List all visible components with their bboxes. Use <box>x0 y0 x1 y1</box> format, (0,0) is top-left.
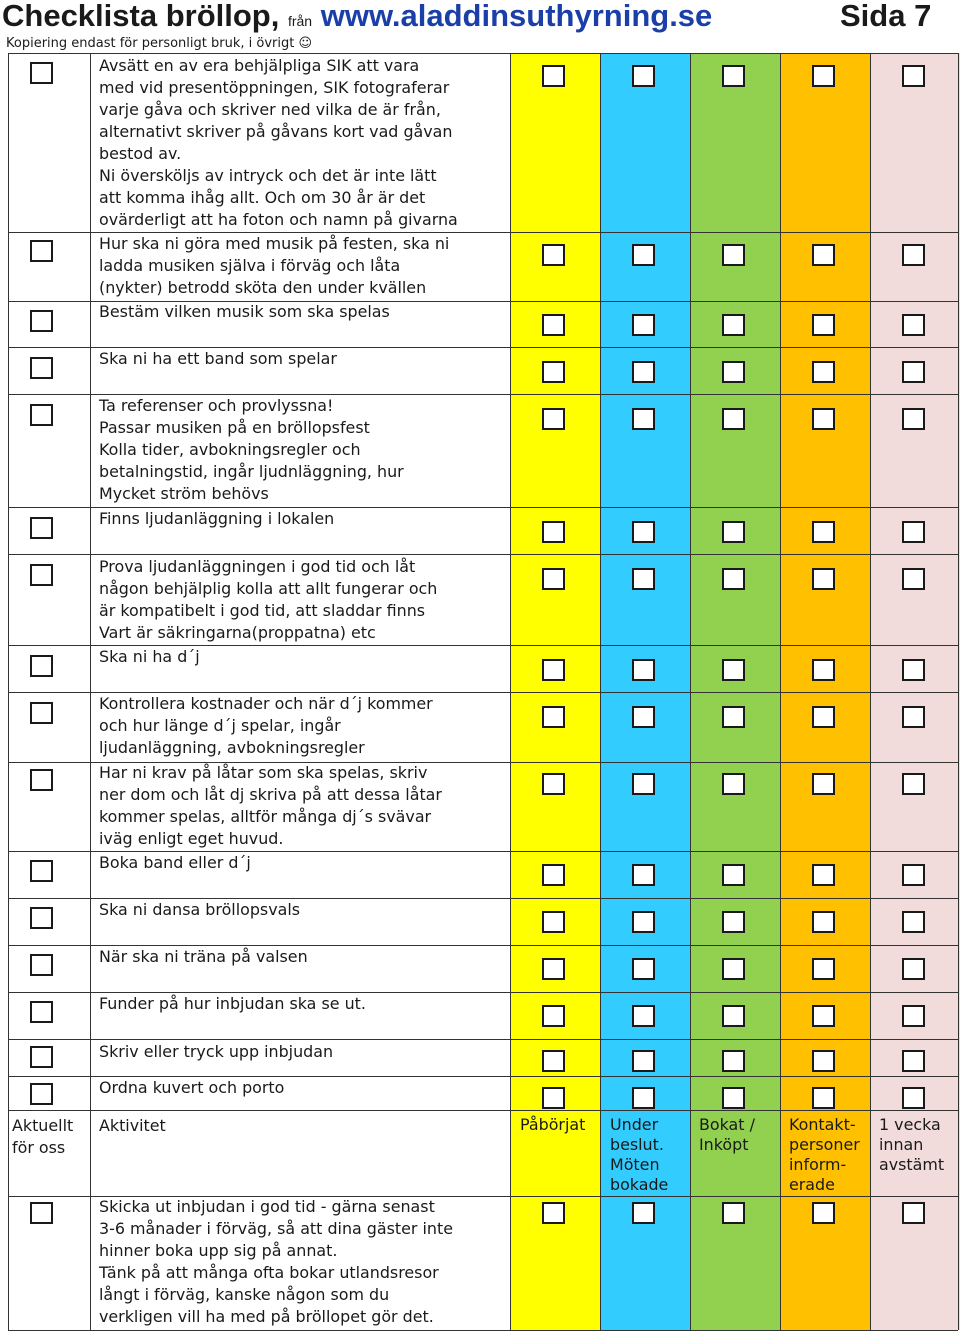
status-checkbox-en-vecka-innan[interactable] <box>902 361 925 383</box>
status-checkbox-kontaktpersoner-informerade[interactable] <box>812 958 835 980</box>
status-checkbox-en-vecka-innan[interactable] <box>902 864 925 886</box>
status-checkbox-pabörjat[interactable] <box>542 1005 565 1027</box>
aktuellt-checkbox[interactable] <box>30 404 53 426</box>
column-divider <box>90 53 91 1330</box>
aktuellt-checkbox[interactable] <box>30 357 53 379</box>
website-link[interactable]: www.aladdinsuthyrning.se <box>320 0 713 33</box>
status-checkbox-pabörjat[interactable] <box>542 1087 565 1109</box>
status-checkbox-en-vecka-innan[interactable] <box>902 773 925 795</box>
activity-text: Bestäm vilken musik som ska spelas <box>99 302 390 321</box>
aktuellt-checkbox[interactable] <box>30 655 53 677</box>
page-number: Sida 7 <box>840 0 932 33</box>
column-divider <box>510 53 511 1330</box>
status-checkbox-bokat-inkopt[interactable] <box>722 408 745 430</box>
row-divider <box>8 992 958 993</box>
column-divider <box>958 53 959 1330</box>
status-checkbox-kontaktpersoner-informerade[interactable] <box>812 361 835 383</box>
status-checkbox-en-vecka-innan[interactable] <box>902 958 925 980</box>
aktuellt-checkbox[interactable] <box>30 1083 53 1105</box>
activity-text: Avsätt en av era behjälpliga SIK att vara med vid presentöppningen, SIK fotograferar varje gåva och skriver ned vilka de är från, alternativt skriver på gåvans kort vad gåvan bestod av. Ni översköljs av intryck och det är inte lätt att komma ihåg allt. Och om 30 år är det ovärderligt att ha foton och namn på givarna <box>99 56 458 229</box>
activity-text: Skriv eller tryck upp inbjudan <box>99 1042 334 1061</box>
status-checkbox-pabörjat[interactable] <box>542 244 565 266</box>
status-checkbox-under-beslut[interactable] <box>632 773 655 795</box>
aktuellt-checkbox[interactable] <box>30 954 53 976</box>
row-divider <box>8 301 958 302</box>
status-checkbox-under-beslut[interactable] <box>632 521 655 543</box>
status-checkbox-under-beslut[interactable] <box>632 244 655 266</box>
status-checkbox-kontaktpersoner-informerade[interactable] <box>812 706 835 728</box>
status-checkbox-under-beslut[interactable] <box>632 361 655 383</box>
status-checkbox-en-vecka-innan[interactable] <box>902 1202 925 1224</box>
status-checkbox-en-vecka-innan[interactable] <box>902 659 925 681</box>
status-checkbox-bokat-inkopt[interactable] <box>722 659 745 681</box>
status-checkbox-pabörjat[interactable] <box>542 65 565 87</box>
status-checkbox-under-beslut[interactable] <box>632 958 655 980</box>
status-checkbox-en-vecka-innan[interactable] <box>902 408 925 430</box>
status-checkbox-kontaktpersoner-informerade[interactable] <box>812 65 835 87</box>
status-checkbox-bokat-inkopt[interactable] <box>722 911 745 933</box>
status-checkbox-under-beslut[interactable] <box>632 314 655 336</box>
aktuellt-checkbox[interactable] <box>30 860 53 882</box>
row-divider <box>8 507 958 508</box>
status-checkbox-en-vecka-innan[interactable] <box>902 706 925 728</box>
status-checkbox-under-beslut[interactable] <box>632 1202 655 1224</box>
activity-text: Prova ljudanläggningen i god tid och låt någon behjälplig kolla att allt fungerar och är kompatibelt i god tid, att sladdar finns Vart är säkringarna(proppatna) etc <box>99 557 438 642</box>
aktuellt-checkbox[interactable] <box>30 240 53 262</box>
activity-text: Ska ni dansa bröllopsvals <box>99 900 301 919</box>
status-checkbox-en-vecka-innan[interactable] <box>902 244 925 266</box>
column-header-aktuellt: Aktuellt för oss <box>12 1116 74 1157</box>
activity-text: Ta referenser och provlyssna! Passar musiken på en bröllopsfest Kolla tider, avbokningsregler och betalningstid, ingår ljudnläggning, hur Mycket ström behövs <box>99 396 404 503</box>
column-divider <box>780 53 781 1330</box>
aktuellt-checkbox[interactable] <box>30 62 53 84</box>
row-divider <box>8 1076 958 1077</box>
status-checkbox-en-vecka-innan[interactable] <box>902 65 925 87</box>
status-checkbox-kontaktpersoner-informerade[interactable] <box>812 568 835 590</box>
status-checkbox-kontaktpersoner-informerade[interactable] <box>812 1050 835 1072</box>
status-checkbox-under-beslut[interactable] <box>632 1087 655 1109</box>
row-divider <box>8 554 958 555</box>
status-checkbox-en-vecka-innan[interactable] <box>902 911 925 933</box>
status-checkbox-bokat-inkopt[interactable] <box>722 1087 745 1109</box>
status-checkbox-bokat-inkopt[interactable] <box>722 361 745 383</box>
status-checkbox-en-vecka-innan[interactable] <box>902 1087 925 1109</box>
activity-text: Har ni krav på låtar som ska spelas, skriv ner dom och låt dj skriva på att dessa låtar kommer spelas, alltför många dj´s svävar iväg enligt eget huvud. <box>99 763 442 848</box>
activity-text: Hur ska ni göra med musik på festen, ska ni ladda musiken själva i förväg och låta (nykter) betrodd sköta den under kvällen <box>99 234 450 297</box>
row-divider <box>8 53 958 54</box>
aktuellt-checkbox[interactable] <box>30 310 53 332</box>
status-checkbox-bokat-inkopt[interactable] <box>722 864 745 886</box>
status-checkbox-pabörjat[interactable] <box>542 958 565 980</box>
aktuellt-checkbox[interactable] <box>30 1046 53 1068</box>
status-checkbox-pabörjat[interactable] <box>542 521 565 543</box>
status-checkbox-pabörjat[interactable] <box>542 706 565 728</box>
column-header-pabörjat: Påbörjat <box>520 1115 586 1134</box>
status-checkbox-kontaktpersoner-informerade[interactable] <box>812 314 835 336</box>
column-header-kontaktpersoner: Kontakt- personer inform- erade <box>789 1115 860 1194</box>
status-checkbox-bokat-inkopt[interactable] <box>722 1050 745 1072</box>
row-divider <box>8 945 958 946</box>
row-divider <box>8 1039 958 1040</box>
status-checkbox-under-beslut[interactable] <box>632 911 655 933</box>
row-divider <box>8 898 958 899</box>
status-checkbox-kontaktpersoner-informerade[interactable] <box>812 408 835 430</box>
status-checkbox-under-beslut[interactable] <box>632 1005 655 1027</box>
aktuellt-checkbox[interactable] <box>30 1202 53 1224</box>
status-checkbox-en-vecka-innan[interactable] <box>902 1005 925 1027</box>
status-checkbox-kontaktpersoner-informerade[interactable] <box>812 911 835 933</box>
column-header-bokat: Bokat / Inköpt <box>699 1115 755 1154</box>
status-checkbox-bokat-inkopt[interactable] <box>722 1005 745 1027</box>
row-divider <box>8 232 958 233</box>
row-divider <box>8 851 958 852</box>
activity-text: Ordna kuvert och porto <box>99 1078 285 1097</box>
column-divider <box>8 53 9 1330</box>
activity-text: Funder på hur inbjudan ska se ut. <box>99 994 366 1013</box>
status-checkbox-pabörjat[interactable] <box>542 1202 565 1224</box>
row-divider <box>8 347 958 348</box>
status-checkbox-pabörjat[interactable] <box>542 1050 565 1072</box>
status-checkbox-en-vecka-innan[interactable] <box>902 521 925 543</box>
status-checkbox-kontaktpersoner-informerade[interactable] <box>812 1087 835 1109</box>
column-divider <box>870 53 871 1330</box>
status-checkbox-kontaktpersoner-informerade[interactable] <box>812 1005 835 1027</box>
status-checkbox-under-beslut[interactable] <box>632 659 655 681</box>
status-checkbox-bokat-inkopt[interactable] <box>722 314 745 336</box>
column-divider <box>690 53 691 1330</box>
status-checkbox-bokat-inkopt[interactable] <box>722 706 745 728</box>
status-checkbox-bokat-inkopt[interactable] <box>722 1202 745 1224</box>
status-checkbox-bokat-inkopt[interactable] <box>722 65 745 87</box>
aktuellt-checkbox[interactable] <box>30 702 53 724</box>
row-divider <box>8 762 958 763</box>
activity-text: Ska ni ha d´j <box>99 647 200 666</box>
status-checkbox-bokat-inkopt[interactable] <box>722 773 745 795</box>
copyright-notice: Kopiering endast för personligt bruk, i övrigt ☺ <box>6 36 313 51</box>
status-checkbox-under-beslut[interactable] <box>632 65 655 87</box>
status-checkbox-under-beslut[interactable] <box>632 408 655 430</box>
status-checkbox-pabörjat[interactable] <box>542 864 565 886</box>
status-checkbox-kontaktpersoner-informerade[interactable] <box>812 864 835 886</box>
aktuellt-checkbox[interactable] <box>30 517 53 539</box>
row-divider <box>8 394 958 395</box>
activity-text: Skicka ut inbjudan i god tid - gärna senast 3-6 månader i förväg, så att dina gäster inte hinner boka upp sig på annat. Tänk på att många ofta bokar utlandsresor långt i förväg, kanske någon som du verkligen vill ha med på bröllopet gör det. <box>99 1197 453 1326</box>
activity-text: Ska ni ha ett band som spelar <box>99 349 337 368</box>
status-checkbox-kontaktpersoner-informerade[interactable] <box>812 1202 835 1224</box>
activity-text: När ska ni träna på valsen <box>99 947 308 966</box>
aktuellt-checkbox[interactable] <box>30 564 53 586</box>
status-checkbox-bokat-inkopt[interactable] <box>722 244 745 266</box>
title-text: Checklista bröllop, <box>2 0 280 33</box>
status-checkbox-bokat-inkopt[interactable] <box>722 521 745 543</box>
status-checkbox-bokat-inkopt[interactable] <box>722 958 745 980</box>
status-checkbox-bokat-inkopt[interactable] <box>722 568 745 590</box>
status-checkbox-kontaktpersoner-informerade[interactable] <box>812 521 835 543</box>
column-header-en-vecka-innan: 1 vecka innan avstämt <box>879 1115 945 1174</box>
status-checkbox-en-vecka-innan[interactable] <box>902 1050 925 1072</box>
status-checkbox-en-vecka-innan[interactable] <box>902 568 925 590</box>
status-checkbox-pabörjat[interactable] <box>542 314 565 336</box>
aktuellt-checkbox[interactable] <box>30 907 53 929</box>
activity-text: Finns ljudanläggning i lokalen <box>99 509 335 528</box>
status-checkbox-en-vecka-innan[interactable] <box>902 314 925 336</box>
status-checkbox-under-beslut[interactable] <box>632 706 655 728</box>
activity-text: Boka band eller d´j <box>99 853 251 872</box>
status-checkbox-pabörjat[interactable] <box>542 361 565 383</box>
activity-text: Kontrollera kostnader och när d´j kommer och hur länge d´j spelar, ingår ljudanläggning, avbokningsregler <box>99 694 433 757</box>
row-divider <box>8 645 958 646</box>
row-divider <box>8 692 958 693</box>
status-checkbox-pabörjat[interactable] <box>542 911 565 933</box>
row-divider <box>8 1196 958 1197</box>
column-divider <box>600 53 601 1330</box>
status-checkbox-pabörjat[interactable] <box>542 773 565 795</box>
status-checkbox-under-beslut[interactable] <box>632 864 655 886</box>
status-checkbox-kontaktpersoner-informerade[interactable] <box>812 773 835 795</box>
status-checkbox-under-beslut[interactable] <box>632 1050 655 1072</box>
column-header-aktivitet: Aktivitet <box>99 1116 166 1135</box>
aktuellt-checkbox[interactable] <box>30 769 53 791</box>
status-checkbox-under-beslut[interactable] <box>632 568 655 590</box>
status-checkbox-kontaktpersoner-informerade[interactable] <box>812 244 835 266</box>
title-from: från <box>287 13 313 29</box>
column-header-under-beslut: Under beslut. Möten bokade <box>610 1115 669 1194</box>
row-divider <box>8 1330 958 1331</box>
status-checkbox-pabörjat[interactable] <box>542 568 565 590</box>
row-divider <box>8 1110 958 1111</box>
status-checkbox-pabörjat[interactable] <box>542 408 565 430</box>
status-checkbox-kontaktpersoner-informerade[interactable] <box>812 659 835 681</box>
status-checkbox-pabörjat[interactable] <box>542 659 565 681</box>
aktuellt-checkbox[interactable] <box>30 1001 53 1023</box>
